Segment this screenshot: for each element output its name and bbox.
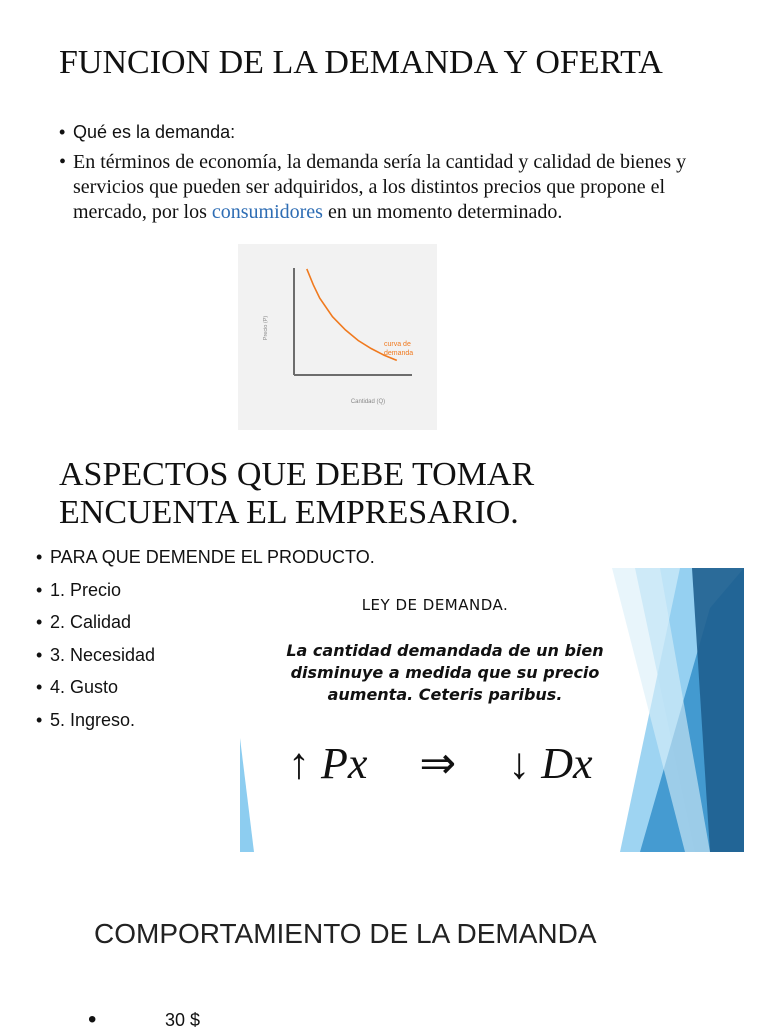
list-item: • 5. Ingreso. (36, 704, 416, 737)
list-item: • 3. Necesidad (36, 639, 416, 672)
up-arrow-icon: ↑ (288, 739, 310, 788)
demanda-definition-list (59, 120, 699, 225)
fragment-text: 30 $ (165, 1010, 201, 1030)
curve-annotation-line1: curva de (384, 341, 411, 348)
ley-de-demanda-slide (240, 568, 744, 852)
list-item: • 4. Gusto (36, 671, 416, 704)
curve-annotation-line2: demanda (384, 350, 414, 357)
deco-shard-left (240, 738, 254, 852)
fragment-bullet: • (88, 1006, 97, 1033)
formula-px: Px (321, 739, 368, 788)
ley-formula (288, 738, 593, 789)
section-title-aspectos: ASPECTOS QUE DEBE TOMAR ENCUENTA EL EMPRESARIO. (59, 456, 535, 531)
demand-curve-chart (238, 244, 437, 430)
section-title-comportamiento: COMPORTAMIENTO DE LA DEMANDA (94, 918, 597, 949)
list-item: • 1. Precio (36, 574, 416, 607)
down-arrow-icon: ↓ (508, 739, 531, 788)
list-item-question: • Qué es la demanda: (59, 120, 699, 144)
x-axis-label: Cantidad (Q) (350, 399, 386, 405)
ley-title: LEY DE DEMANDA. (361, 596, 509, 614)
list-item-definition: • En términos de economía, la demanda sería la cantidad y calidad de bienes y servicios que pueden ser adquiridos, a los distintos precios que propone el mercado, por los consumidores en un momento determinado. (59, 150, 699, 225)
list-item: • 2. Calidad (36, 606, 416, 639)
y-axis-label: Precio (P) (263, 315, 269, 341)
implies-icon: ⇒ (419, 739, 457, 788)
section-title-demanda-oferta: FUNCION DE LA DEMANDA Y OFERTA (59, 44, 663, 81)
demand-curve-figure (238, 244, 437, 430)
list-item: • PARA QUE DEMENDE EL PRODUCTO. (36, 541, 416, 574)
consumidores-link[interactable]: consumidores (211, 201, 323, 223)
ley-statement: La cantidad demandada de un bien disminuye a medida que su precio aumenta. Ceteris paribus. (286, 641, 604, 704)
formula-dx: Dx (541, 739, 593, 788)
